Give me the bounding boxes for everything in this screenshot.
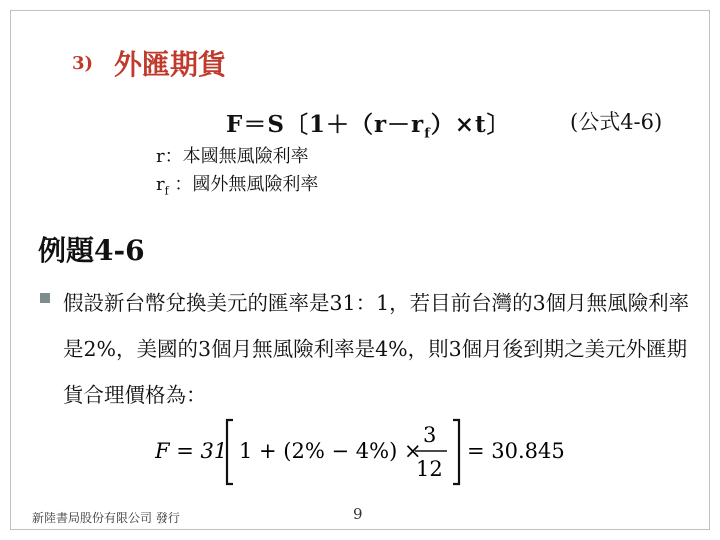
- equation-left-bracket: [227, 420, 233, 484]
- formula-left: F＝S〔1＋（r－r: [226, 111, 425, 138]
- definition-foreign-rate: [156, 170, 318, 198]
- example-title: 例題4-6: [38, 234, 145, 267]
- equation-lhs: F = 31: [155, 439, 228, 463]
- equation-numerator: 3: [423, 423, 437, 447]
- equation-inner: 1 + (2% − 4%) ×: [239, 439, 422, 463]
- section-number: 3): [72, 53, 94, 74]
- problem-text: 假設新台幣兌換美元的匯率是31：1，若目前台灣的3個月無風險利率是2%，美國的3個月無風險利率是4%，則3個月後到期之美元外匯期貨合理價格為：: [63, 291, 690, 407]
- formula-reference: (公式4-6): [570, 110, 663, 134]
- definition-text: ：本國無風險利率: [164, 146, 309, 167]
- formula-subscript: f: [424, 126, 431, 142]
- formula-right: ）×t〕: [430, 111, 511, 138]
- page-number: 9: [353, 505, 363, 523]
- futures-formula: [226, 106, 511, 142]
- section-title: 外匯期貨: [114, 48, 227, 81]
- definition-subscript: f: [164, 184, 169, 198]
- footer-publisher: 新陸書局股份有限公司 發行: [32, 511, 180, 525]
- equation-right-bracket: [453, 420, 459, 484]
- equation-denominator: 12: [416, 457, 443, 481]
- definition-domestic-rate: [156, 142, 309, 168]
- definition-text: ：國外無風險利率: [168, 174, 319, 195]
- equation-result: = 30.845: [467, 439, 565, 463]
- bullet-square-icon: [40, 293, 50, 303]
- definition-symbol: r: [156, 174, 165, 195]
- equation: [155, 418, 575, 486]
- definition-symbol: r: [156, 146, 165, 167]
